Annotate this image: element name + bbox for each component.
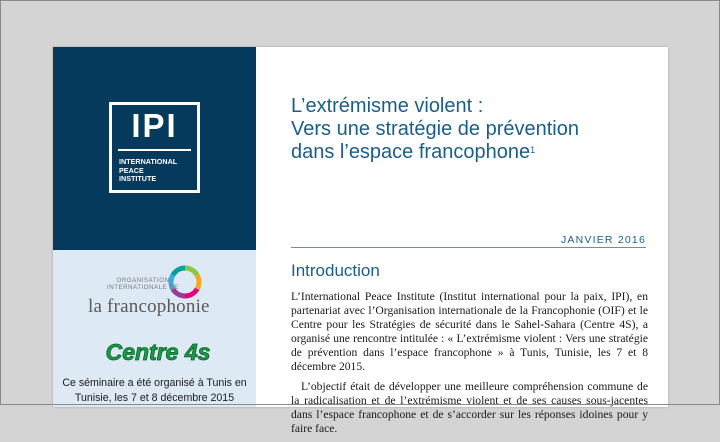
sidebar [53, 47, 256, 407]
centre-4s-logo [93, 330, 223, 370]
francophonie-org-label: ORGANISATION INTERNATIONALE DE [107, 277, 179, 292]
footnote-marker[interactable]: 1 [530, 145, 536, 155]
section-heading: Introduction [291, 261, 380, 280]
francophonie-name: la francophonie [88, 296, 210, 317]
sidebar-header [53, 47, 256, 250]
seminar-note: Ce séminaire a été organisé à Tunis en Tunisie, les 7 et 8 décembre 2015 [62, 377, 247, 404]
francophonie-logo [88, 265, 223, 321]
paragraph: L’International Peace Institute (Institut international pour la paix, IPI), en partenariat avec l’Organisation internationale de la Francophonie (OIF) et le Centre pour les Stratégies de sécurité dans le Sahel-Sahara (Centre 4S), a organisé une rencontre intitulée : « L’extrémisme violent : Vers une stratégie de prévention dans l’espace francophone » à Tunis, Tunisie, les 7 et 8 décembre 2015. [291, 290, 648, 373]
date-divider [291, 247, 646, 248]
body-text [291, 290, 648, 442]
publication-date: JANVIER 2016 [560, 234, 646, 246]
report-page [53, 47, 668, 435]
report-title: L’extrémisme violent : Vers une stratégie de prévention dans l’espace francophone$^1$ [291, 95, 579, 163]
ipi-logo-rule [118, 149, 191, 151]
ipi-logo [109, 102, 200, 193]
centre-4s-logo-text: Centre 4s [105, 339, 211, 365]
paragraph: L’objectif était de développer une meilleure compréhension commune de la radicalisation et de l’extrémisme violent et de ses causes sous-jacentes dans l’espace francophone et de s’accorder sur les réponses idoines pour y faire face. [291, 380, 648, 435]
ipi-acronym: IPI [118, 107, 191, 145]
ipi-full-name: INTERNATIONAL PEACE INSTITUTE [119, 157, 178, 184]
